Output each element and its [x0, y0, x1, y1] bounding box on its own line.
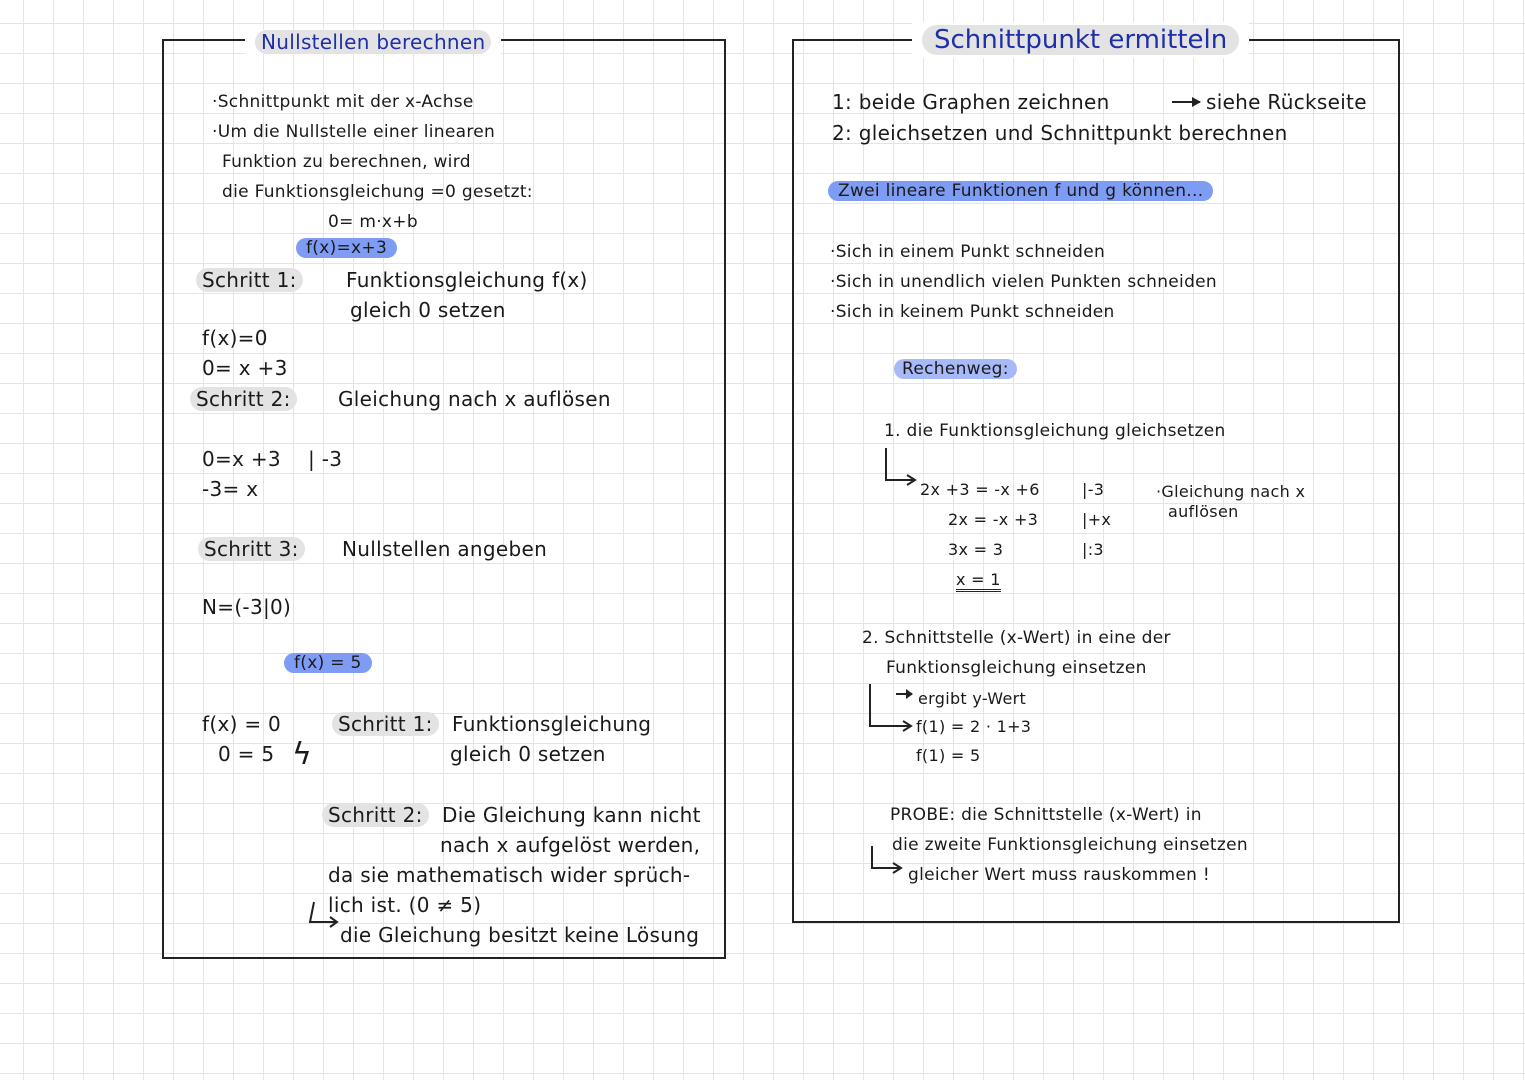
ex2-step2-text-c: da sie mathematisch wider sprüch- [328, 863, 691, 887]
ex2-step2-text-a: Die Gleichung kann nicht [442, 803, 701, 827]
left-title-wrap [245, 30, 501, 54]
ex1-step3-text: Nullstellen angeben [342, 537, 548, 561]
case-3: ·Sich in keinem Punkt schneiden [830, 302, 1115, 322]
right-step-2: 2: gleichsetzen und Schnittpunkt berechnen [832, 121, 1288, 145]
ex1-step2-math-b: -3= x [202, 477, 259, 501]
ex2-step1-title: Schritt 1: [332, 712, 439, 736]
right-title: Schnittpunkt ermitteln [922, 25, 1239, 55]
solve-note-a: ·Gleichung nach x [1156, 482, 1306, 501]
probe-b: die zweite Funktionsgleichung einsetzen [892, 835, 1248, 855]
solution: x = 1 [956, 570, 1001, 592]
intro-line-4: die Funktionsgleichung =0 gesetzt: [222, 182, 533, 202]
intro-line-3: Funktion zu berechnen, wird [222, 152, 471, 172]
ex2-conclusion: die Gleichung besitzt keine Lösung [340, 923, 700, 947]
probe-c: gleicher Wert muss rauskommen ! [908, 865, 1211, 885]
part2-calc-b: f(1) = 5 [916, 746, 981, 765]
ex1-step1-text-b: gleich 0 setzen [350, 298, 506, 322]
probe-a: PROBE: die Schnittstelle (x-Wert) in [890, 805, 1202, 825]
part2-calc-a: f(1) = 2 · 1+3 [916, 717, 1032, 736]
ex2-math-a: f(x) = 0 [202, 712, 282, 736]
ex1-step2-text: Gleichung nach x auflösen [338, 387, 611, 411]
part2-title-a: 2. Schnittstelle (x-Wert) in eine der [862, 628, 1171, 648]
example2-label: f(x) = 5 [284, 653, 372, 673]
ex1-step2-title: Schritt 2: [190, 387, 297, 411]
general-formula: 0= m·x+b [328, 212, 418, 232]
right-highlight: Zwei lineare Funktionen f und g können... [828, 181, 1213, 201]
ex2-step2-title-wrap [322, 803, 429, 827]
ex1-step2-math-a: 0=x +3 [202, 447, 281, 471]
equation-3: 3x = 3 [948, 540, 1004, 559]
example1-label-wrap [296, 238, 397, 259]
part2-title-b: Funktionsgleichung einsetzen [886, 658, 1147, 678]
solve-note-b: auflösen [1168, 502, 1239, 521]
contradiction-lightning-icon: ϟ [292, 737, 313, 772]
ex1-step1-title: Schritt 1: [196, 268, 303, 292]
right-step-1-note: siehe Rückseite [1206, 90, 1367, 114]
rechenweg-label-wrap [894, 359, 1017, 380]
case-1: ·Sich in einem Punkt schneiden [830, 242, 1106, 262]
ex1-step1-text-a: Funktionsgleichung f(x) [346, 268, 588, 292]
ex1-step1-title-wrap [196, 268, 303, 292]
part2-note: ergibt y-Wert [918, 689, 1027, 708]
ex2-step1-title-wrap [332, 712, 439, 736]
ex2-math-b: 0 = 5 [218, 742, 275, 766]
ex1-step3-title: Schritt 3: [198, 537, 305, 561]
ex1-math-line-1: f(x)=0 [202, 326, 268, 350]
ex1-step3-title-wrap [198, 537, 305, 561]
intro-line-1: ·Schnittpunkt mit der x-Achse [212, 92, 474, 112]
part2-arrow-icon [866, 682, 922, 738]
part1-arrow-icon [882, 446, 922, 490]
ex2-step2-title: Schritt 2: [322, 803, 429, 827]
solution-wrap [956, 570, 1001, 590]
example2-label-wrap [284, 653, 372, 674]
ex2-step1-text-b: gleich 0 setzen [450, 742, 606, 766]
equation-1-op: |-3 [1082, 480, 1105, 499]
arrow-right-icon [1170, 94, 1206, 110]
ex2-step1-text-a: Funktionsgleichung [452, 712, 652, 736]
part1-title: 1. die Funktionsgleichung gleichsetzen [884, 421, 1226, 441]
ex2-step2-text-d: lich ist. (0 ≠ 5) [328, 893, 482, 917]
equation-1: 2x +3 = -x +6 [920, 480, 1040, 499]
intro-line-2: ·Um die Nullstelle einer linearen [212, 122, 496, 142]
ex1-step2-op: | -3 [308, 447, 343, 471]
equation-2-op: |+x [1082, 510, 1112, 529]
equation-2: 2x = -x +3 [948, 510, 1039, 529]
right-step-1: 1: beide Graphen zeichnen [832, 90, 1110, 114]
left-title: Nullstellen berechnen [255, 30, 491, 54]
rechenweg-label: Rechenweg: [894, 359, 1017, 379]
case-2: ·Sich in unendlich vielen Punkten schneiden [830, 272, 1217, 292]
ex1-result: N=(-3|0) [202, 595, 292, 619]
equation-3-op: |:3 [1082, 540, 1104, 559]
example1-label: f(x)=x+3 [296, 238, 397, 258]
right-highlight-wrap [828, 181, 1213, 202]
probe-arrow-icon [868, 842, 908, 882]
right-title-wrap [912, 22, 1249, 58]
ex2-step2-text-b: nach x aufgelöst werden, [440, 833, 701, 857]
ex1-step2-title-wrap [190, 387, 297, 411]
ex1-math-line-2: 0= x +3 [202, 356, 288, 380]
